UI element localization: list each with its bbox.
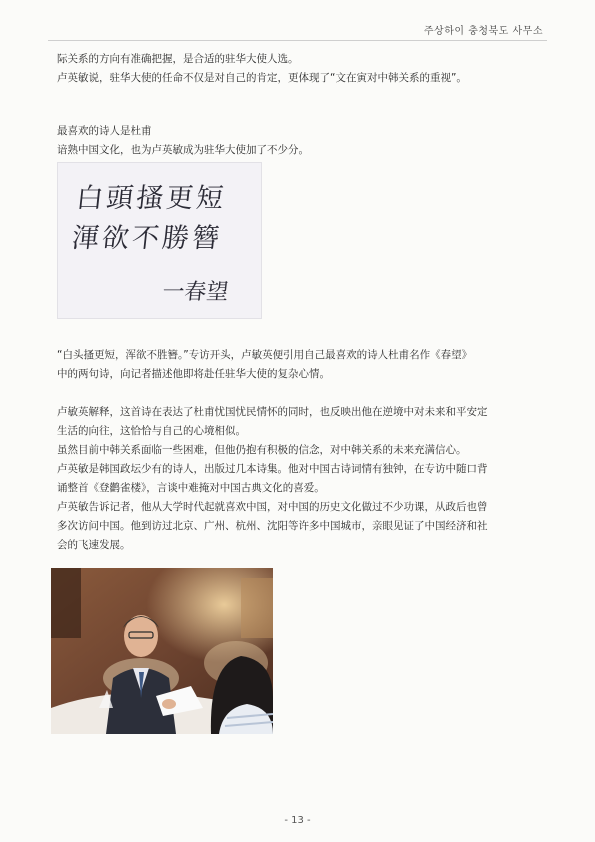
text-line: 卢敏英解释，这首诗在表达了杜甫忧国忧民情怀的同时，也反映出他在逆境中对未来和平安定	[57, 406, 488, 418]
text-line: 卢英敏说，驻华大使的任命不仅是对自己的肯定，更体现了“文在寅对中韩关系的重视”。	[57, 72, 467, 84]
page-number: - 13 -	[284, 815, 311, 826]
text-line: 卢英敏是韩国政坛少有的诗人，出版过几本诗集。他对中国古诗词情有独钟，在专访中随口背	[57, 463, 488, 475]
header-divider	[48, 40, 547, 41]
text-line: 谙熟中国文化，也为卢英敏成为驻华大使加了不少分。	[57, 144, 309, 156]
text-line: 际关系的方向有准确把握，是合适的驻华大使人选。	[57, 53, 299, 65]
text-line: “白头搔更短，浑欲不胜簪。”专访开头，卢敏英便引用自己最喜欢的诗人杜甫名作《春望》	[57, 349, 473, 361]
calligraphy-signature: 一春望	[161, 280, 230, 305]
text-line: 诵整首《登鹳雀楼》，言谈中难掩对中国古典文化的喜爱。	[57, 482, 325, 494]
paragraph-explanation	[57, 403, 547, 555]
calligraphy-image	[57, 162, 262, 319]
text-line: 会的飞速发展。	[57, 539, 131, 551]
section-subheading: 最喜欢的诗人是杜甫	[57, 125, 152, 137]
text-line: 生活的向往，这恰恰与自己的心境相似。	[57, 425, 246, 437]
text-line: 中的两句诗，向记者描述他即将赴任驻华大使的复杂心情。	[57, 368, 330, 380]
calligraphy-line-2: 渾欲不勝簪	[70, 223, 224, 254]
paragraph-appointment	[57, 50, 547, 88]
text-line: 多次访问中国。他到访过北京、广州、杭州、沈阳等许多中国城市，亲眼见证了中国经济和社	[57, 520, 488, 532]
text-line: 虽然目前中韩关系面临一些困难，但他仍抱有积极的信念，对中韩关系的未来充满信心。	[57, 444, 467, 456]
interview-photo	[51, 568, 273, 734]
calligraphy-line-1: 白頭搔更短	[74, 183, 228, 214]
paragraph-favorite-poet	[57, 122, 547, 160]
paragraph-poem-quote	[57, 346, 547, 384]
page-header: 주상하이 충청북도 사무소	[423, 26, 543, 37]
text-line: 卢英敏告诉记者，他从大学时代起就喜欢中国，对中国的历史文化做过不少功课，从政后也曾	[57, 501, 488, 513]
